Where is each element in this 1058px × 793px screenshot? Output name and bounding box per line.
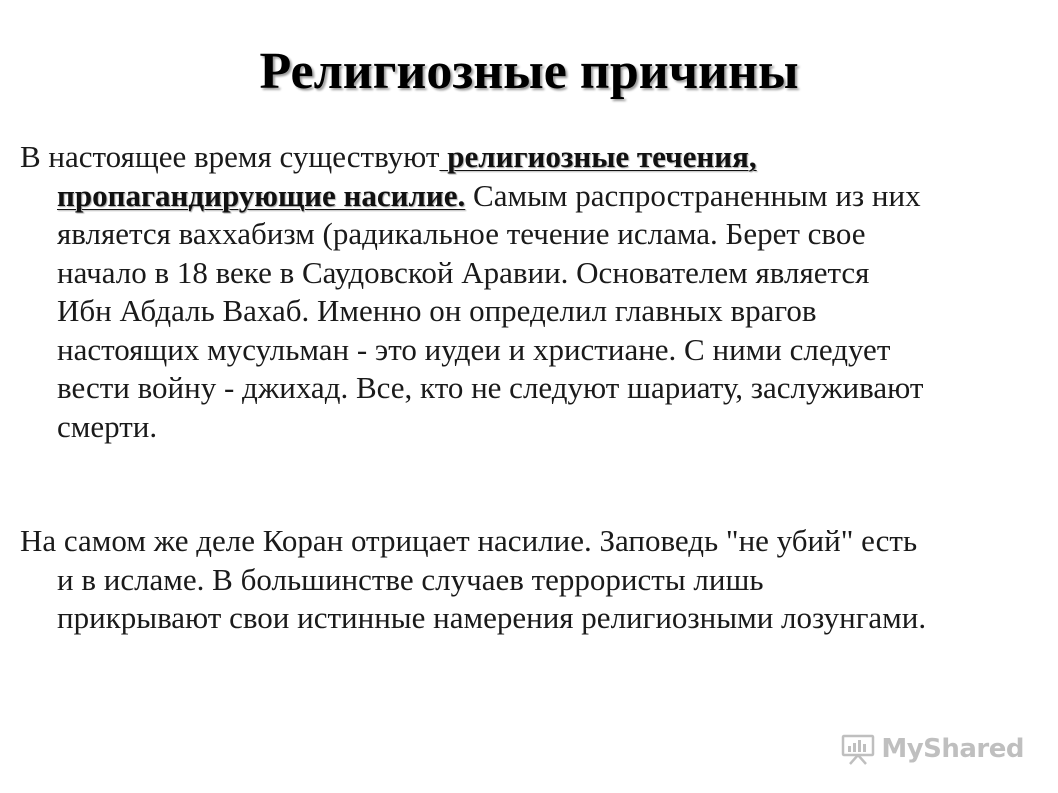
paragraph-line: вести войну - джихад. Все, кто не следуют шариату, заслуживают	[57, 370, 924, 405]
watermark-text: MyShared	[881, 734, 1024, 764]
paragraph-line: Ибн Абдаль Вахаб. Именно он определил главных врагов	[57, 293, 817, 328]
paragraph-wahhabism	[20, 138, 1040, 446]
paragraph-line: прикрывают свои истинные намерения религиозными лозунгами.	[57, 600, 927, 635]
line-text: Самым распространенным из них	[465, 177, 921, 213]
paragraph-line: смерти.	[57, 408, 158, 444]
watermark	[841, 733, 1024, 765]
paragraph-line: начало в 18 веке в Саудовской Аравии. Основателем является	[57, 254, 870, 290]
emphasized-phrase: религиозные течения,	[439, 139, 757, 174]
paragraph-line: является ваххабизм (радикальное течение ислама. Берет свое	[57, 216, 866, 251]
paragraph-line: настоящих мусульман - это иудеи и христиане. С ними следует	[57, 331, 891, 367]
emphasized-phrase: пропагандирующие насилие.	[57, 177, 466, 213]
paragraph-line: На самом же деле Коран отрицает насилие. Заповедь "не убий" есть	[20, 523, 918, 558]
paragraph-line	[20, 138, 1040, 177]
presentation-board-icon	[841, 733, 875, 765]
paragraph-line	[20, 177, 1040, 216]
paragraph-line: и в исламе. В большинстве случаев террористы лишь	[57, 561, 764, 597]
slide-title: Религиозные причины	[259, 43, 799, 100]
line-text: В настоящее время существуют	[20, 139, 440, 174]
paragraph-quran	[20, 522, 1040, 638]
